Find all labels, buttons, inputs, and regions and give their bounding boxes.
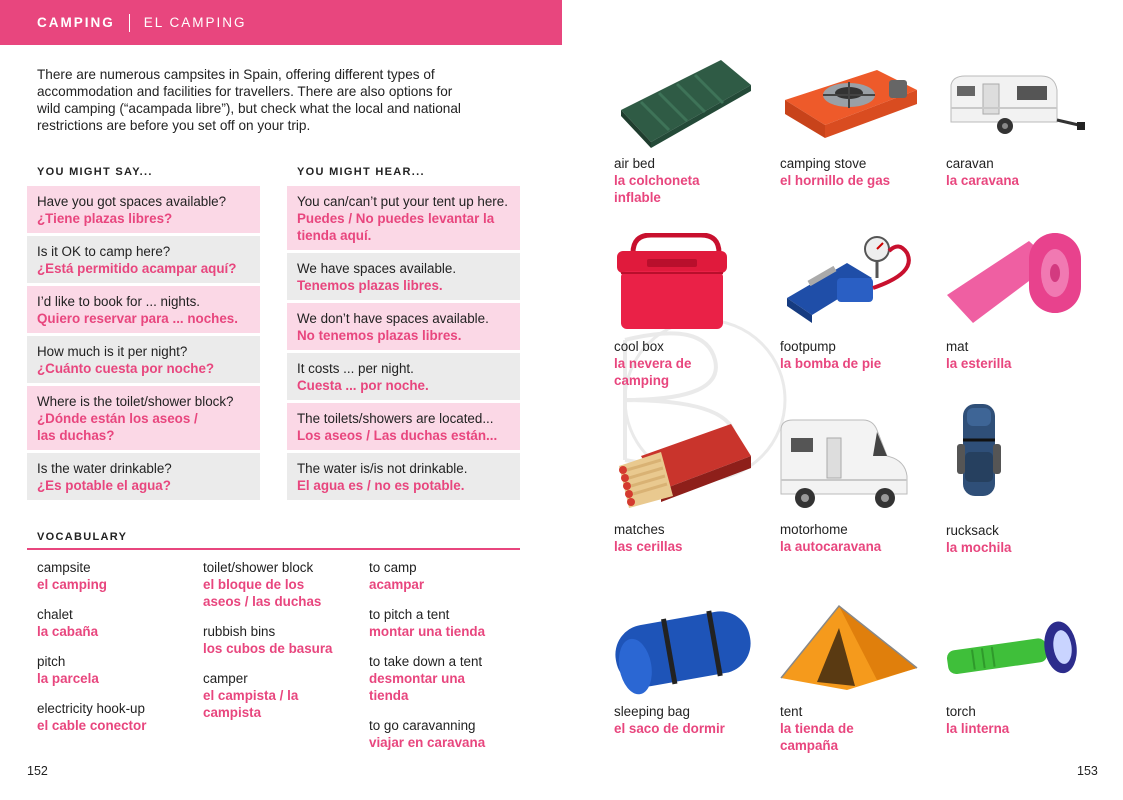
picture-english: torch — [946, 704, 976, 719]
picture-english: matches — [614, 522, 665, 537]
picture-caption — [614, 521, 764, 555]
picture-spanish: el saco de dormir — [614, 721, 725, 736]
title-divider — [129, 14, 130, 32]
picture-spanish: la linterna — [946, 721, 1010, 736]
vocab-spanish: la parcela — [37, 671, 99, 686]
phrase-spanish: ¿Está permitido acampar aquí? — [37, 261, 237, 276]
phrase-english: You can/can’t put your tent up here. — [297, 194, 508, 209]
phrase-spanish: No tenemos plazas libres. — [297, 328, 462, 343]
phrase-spanish: ¿Cuánto cuesta por noche? — [37, 361, 215, 376]
phrase-box — [27, 386, 260, 450]
picture-camping-stove — [777, 50, 927, 188]
phrase-english: Is the water drinkable? — [37, 461, 172, 476]
page-number-left: 152 — [27, 764, 48, 778]
section-header — [0, 0, 562, 45]
picture-caption — [614, 338, 764, 389]
vocabulary-divider — [27, 548, 520, 550]
picture-cool-box — [611, 233, 761, 388]
picture-caravan — [943, 50, 1093, 188]
phrase-spanish: ¿Tiene plazas libres? — [37, 211, 173, 226]
matches-icon — [611, 416, 761, 516]
caravan-icon — [943, 50, 1093, 150]
picture-english: camping stove — [780, 156, 867, 171]
intro-paragraph: There are numerous campsites in Spain, offering different types of accommodation and facilities for travellers. There are also options for wild camping (“acampada libre”), but check what the local and national restrictions are before you set off on your trip. — [37, 67, 461, 133]
vocab-item — [37, 653, 197, 687]
vocab-item — [37, 559, 197, 593]
phrase-english: Have you got spaces available? — [37, 194, 227, 209]
vocab-item — [369, 606, 519, 640]
picture-spanish: la bomba de pie — [780, 356, 882, 371]
vocab-item — [369, 717, 519, 751]
vocab-english: chalet — [37, 607, 73, 622]
vocab-spanish: la cabaña — [37, 624, 99, 639]
picture-caption — [614, 155, 764, 206]
phrase-spanish: Tenemos plazas libres. — [297, 278, 443, 293]
cool-box-icon — [611, 233, 761, 333]
vocab-spanish: viajar en caravana — [369, 735, 486, 750]
picture-english: rucksack — [946, 523, 999, 538]
phrase-box — [287, 253, 520, 300]
vocab-english: camper — [203, 671, 248, 686]
vocab-spanish: el bloque de los aseos / las duchas — [203, 577, 322, 609]
vocab-item — [37, 606, 197, 640]
picture-english: tent — [780, 704, 803, 719]
vocabulary-column-1 — [37, 559, 197, 747]
phrase-english: We have spaces available. — [297, 261, 457, 276]
vocabulary-heading: VOCABULARY — [37, 531, 128, 543]
picture-mat — [943, 233, 1093, 371]
phrase-spanish: Puedes / No puedes levantar la tienda aquí. — [297, 211, 495, 243]
picture-sleeping-bag — [611, 598, 761, 736]
picture-english: air bed — [614, 156, 655, 171]
vocab-english: to pitch a tent — [369, 607, 450, 622]
sleeping-bag-icon — [611, 598, 761, 698]
you-might-say-list — [27, 186, 260, 503]
vocab-item — [203, 623, 353, 657]
footpump-icon — [777, 233, 927, 333]
you-might-hear-heading: YOU MIGHT HEAR... — [297, 166, 425, 178]
picture-english: caravan — [946, 156, 994, 171]
vocab-spanish: desmontar una tienda — [369, 671, 465, 703]
picture-spanish: la caravana — [946, 173, 1019, 188]
picture-spanish: la mochila — [946, 540, 1012, 555]
picture-spanish: la esterilla — [946, 356, 1012, 371]
picture-matches — [611, 416, 761, 554]
vocab-spanish: el campista / la campista — [203, 688, 299, 720]
picture-english: sleeping bag — [614, 704, 690, 719]
phrase-spanish: ¿Dónde están los aseos / las duchas? — [37, 411, 198, 443]
section-title-spanish: EL CAMPING — [143, 15, 247, 30]
picture-motorhome — [777, 416, 927, 554]
page-number-right: 153 — [1077, 764, 1098, 778]
rucksack-icon — [943, 400, 1093, 500]
phrase-english: Is it OK to camp here? — [37, 244, 171, 259]
vocab-item — [369, 559, 519, 593]
phrase-english: The water is/is not drinkable. — [297, 461, 468, 476]
picture-spanish: la tienda de campaña — [780, 721, 854, 753]
motorhome-icon — [777, 416, 927, 516]
picture-english: mat — [946, 339, 969, 354]
vocab-english: to camp — [369, 560, 417, 575]
vocab-english: electricity hook-up — [37, 701, 145, 716]
vocab-spanish: el cable conector — [37, 718, 147, 733]
picture-spanish: la nevera de camping — [614, 356, 692, 388]
phrase-box — [287, 403, 520, 450]
you-might-say-heading: YOU MIGHT SAY... — [37, 166, 153, 178]
phrase-box — [27, 336, 260, 383]
picture-caption — [780, 703, 930, 754]
picture-caption — [614, 703, 764, 737]
phrase-spanish: El agua es / no es potable. — [297, 478, 465, 493]
picture-air-bed — [611, 50, 761, 205]
phrase-box — [287, 453, 520, 500]
picture-caption — [946, 703, 1096, 737]
picture-rucksack — [943, 400, 1093, 555]
picture-caption — [780, 521, 930, 555]
vocab-english: to go caravanning — [369, 718, 476, 733]
phrase-spanish: Quiero reservar para ... noches. — [37, 311, 238, 326]
vocab-spanish: los cubos de basura — [203, 641, 333, 656]
vocab-item — [203, 559, 353, 610]
phrase-spanish: Cuesta ... por noche. — [297, 378, 429, 393]
picture-caption — [780, 338, 930, 372]
you-might-hear-list — [287, 186, 520, 503]
picture-tent — [777, 598, 927, 753]
phrase-box — [27, 236, 260, 283]
vocab-english: toilet/shower block — [203, 560, 314, 575]
picture-english: cool box — [614, 339, 664, 354]
phrase-english: Where is the toilet/shower block? — [37, 394, 234, 409]
vocabulary-column-2 — [203, 559, 353, 734]
vocab-english: campsite — [37, 560, 91, 575]
vocab-english: to take down a tent — [369, 654, 483, 669]
phrase-box — [27, 286, 260, 333]
vocab-english: rubbish bins — [203, 624, 276, 639]
picture-torch — [943, 598, 1093, 736]
phrase-box — [287, 186, 520, 250]
phrase-english: I’d like to book for ... nights. — [37, 294, 201, 309]
camping-stove-icon — [777, 50, 927, 150]
phrase-box — [27, 453, 260, 500]
picture-spanish: el hornillo de gas — [780, 173, 891, 188]
picture-footpump — [777, 233, 927, 371]
vocab-spanish: el camping — [37, 577, 107, 592]
phrase-box — [287, 303, 520, 350]
vocab-spanish: acampar — [369, 577, 425, 592]
phrase-box — [27, 186, 260, 233]
vocab-item — [369, 653, 519, 704]
picture-english: footpump — [780, 339, 836, 354]
picture-spanish: la autocaravana — [780, 539, 882, 554]
tent-icon — [777, 598, 927, 698]
picture-caption — [946, 155, 1096, 189]
vocab-english: pitch — [37, 654, 66, 669]
vocab-item — [37, 700, 197, 734]
picture-spanish: las cerillas — [614, 539, 683, 554]
torch-icon — [943, 598, 1093, 698]
air-bed-icon — [611, 50, 761, 150]
picture-spanish: la colchoneta inflable — [614, 173, 700, 205]
section-title-english: CAMPING — [37, 15, 115, 30]
vocab-spanish: montar una tienda — [369, 624, 486, 639]
phrase-spanish: Los aseos / Las duchas están... — [297, 428, 498, 443]
picture-caption — [946, 338, 1096, 372]
phrase-english: We don’t have spaces available. — [297, 311, 489, 326]
phrase-english: It costs ... per night. — [297, 361, 414, 376]
picture-english: motorhome — [780, 522, 848, 537]
vocabulary-column-3 — [369, 559, 519, 764]
phrase-spanish: ¿Es potable el agua? — [37, 478, 171, 493]
phrase-english: The toilets/showers are located... — [297, 411, 494, 426]
picture-caption — [946, 522, 1096, 556]
mat-icon — [943, 233, 1093, 333]
phrase-english: How much is it per night? — [37, 344, 188, 359]
phrase-box — [287, 353, 520, 400]
picture-caption — [780, 155, 930, 189]
vocab-item — [203, 670, 353, 721]
